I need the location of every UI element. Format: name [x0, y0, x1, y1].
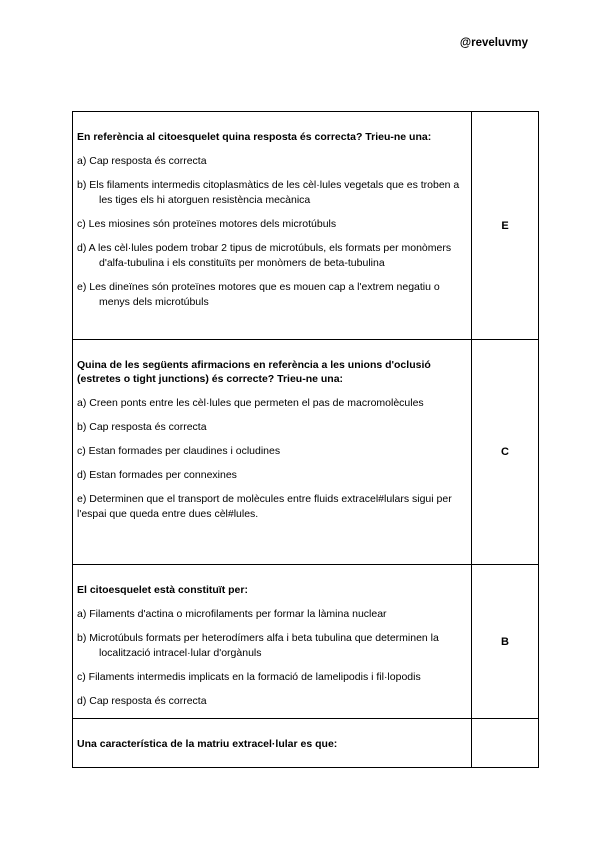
- option-a: a) Cap resposta és correcta: [77, 155, 207, 167]
- option-e: e) Determinen que el transport de molècules entre fluids extracel#lulars sigui per l'espai que queda entre dues cèl#lules.: [77, 493, 452, 520]
- option-c: c) Filaments intermedis implicats en la formació de lamelipodis i fil·lopodis: [77, 671, 421, 683]
- quiz-table: [72, 111, 539, 768]
- question-cell: [73, 340, 472, 565]
- option-c: c) Estan formades per claudines i ocludines: [77, 445, 281, 457]
- option-b: b) Cap resposta és correcta: [77, 421, 207, 433]
- question-row: [73, 565, 539, 719]
- option-a: a) Creen ponts entre les cèl·lules que permeten el pas de macromolècules: [77, 397, 424, 409]
- question-title: En referència al citoesquelet quina resposta és correcta? Trieu-ne una:: [77, 131, 432, 143]
- option-d: d) Estan formades per connexines: [77, 469, 237, 481]
- question-title: Quina de les següents afirmacions en referència a les unions d'oclusió (estretes o tight junctions) és correcte? Trieu-ne una:: [77, 359, 431, 385]
- question-title: El citoesquelet està constituït per:: [77, 584, 248, 596]
- option-e: e) Les dineïnes són proteïnes motores que es mouen cap a l'extrem negatiu o menys dels microtúbuls: [77, 281, 440, 308]
- question-cell: [73, 112, 472, 340]
- option-d: d) A les cèl·lules podem trobar 2 tipus de microtúbuls, els formats per monòmers d'alfa-tubulina i els constituïts per monòmers de beta-tubulina: [77, 242, 452, 269]
- option-c: c) Les miosines són proteïnes motores dels microtúbuls: [77, 218, 337, 230]
- question-cell: [73, 565, 472, 719]
- question-row: [73, 112, 539, 340]
- option-d: d) Cap resposta és correcta: [77, 695, 207, 707]
- answer-cell: [472, 719, 539, 768]
- question-row: [73, 719, 539, 768]
- answer-cell: B: [472, 565, 539, 719]
- option-a: a) Filaments d'actina o microfilaments per formar la làmina nuclear: [77, 608, 387, 620]
- answer-cell: C: [472, 340, 539, 565]
- watermark: @reveluvmy: [459, 37, 528, 49]
- question-cell: [73, 719, 472, 768]
- option-b: b) Els filaments intermedis citoplasmàtics de les cèl·lules vegetals que es troben a les tiges els hi atorguen resistència mecànica: [77, 179, 460, 206]
- question-row: [73, 340, 539, 565]
- option-b: b) Microtúbuls formats per heterodímers alfa i beta tubulina que determinen la localització intracel·lular d'orgànuls: [77, 632, 439, 659]
- question-title: Una característica de la matriu extracel·lular es que:: [77, 738, 338, 750]
- answer-cell: E: [472, 112, 539, 340]
